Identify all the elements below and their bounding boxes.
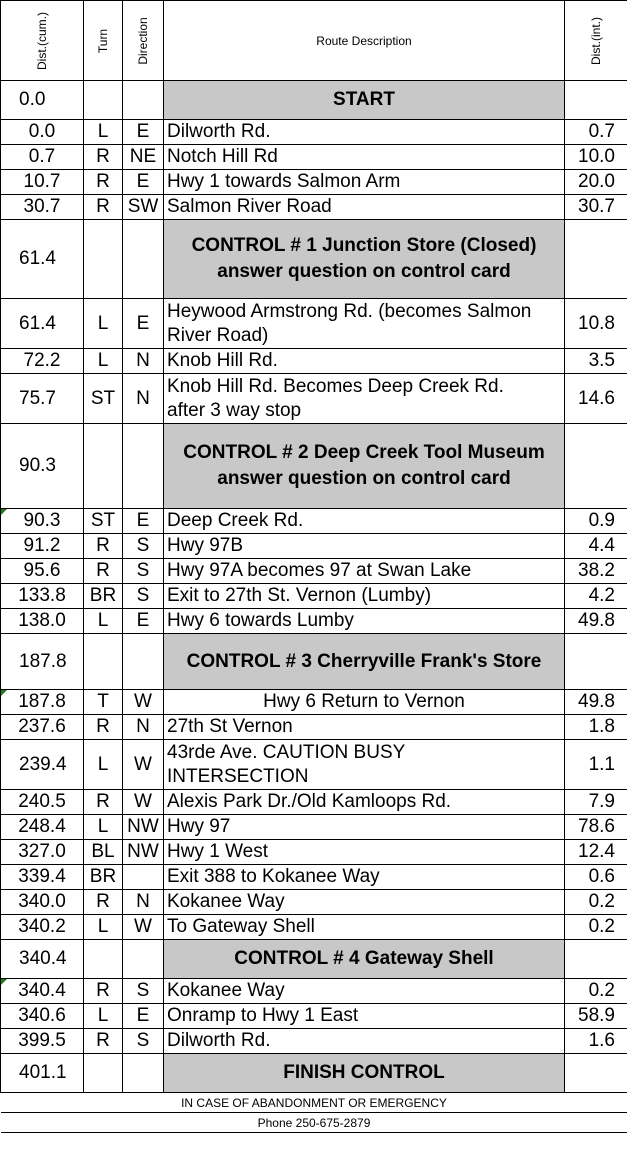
route-description-cell xyxy=(164,915,565,940)
turn-cell: L xyxy=(84,609,123,634)
direction-cell xyxy=(123,940,164,979)
turn-cell: BR xyxy=(84,865,123,890)
interval-distance-cell xyxy=(565,1054,627,1093)
route-description-text: Dilworth Rd. xyxy=(167,121,271,142)
direction-cell: S xyxy=(123,1029,164,1054)
route-description-text: Hwy 97B xyxy=(167,535,244,556)
interval-distance-cell xyxy=(565,634,627,690)
route-step-row xyxy=(1,299,627,349)
interval-distance-cell xyxy=(565,220,627,299)
route-step-row xyxy=(1,559,627,584)
route-description-cell xyxy=(164,349,565,374)
cum-distance-cell: 401.1 xyxy=(1,1054,84,1093)
control-row xyxy=(1,634,627,690)
route-description-text: Kokanee Way xyxy=(167,980,285,1001)
interval-distance-cell: 1.6 xyxy=(565,1029,627,1054)
interval-distance-cell: 0.9 xyxy=(565,509,627,534)
header-direction: Direction xyxy=(123,1,164,81)
route-description-cell xyxy=(164,609,565,634)
route-description-text: Hwy 1 towards Salmon Arm xyxy=(167,171,401,192)
route-description-cell xyxy=(164,740,565,790)
header-dist-int: Dist.(int.) xyxy=(565,1,627,81)
control-title: CONTROL # 3 Cherryville Frank's Store xyxy=(186,650,542,672)
turn-cell: R xyxy=(84,715,123,740)
route-description-text: Hwy 1 West xyxy=(167,841,269,862)
cum-distance-cell: 61.4 xyxy=(1,220,84,299)
direction-cell: E xyxy=(123,120,164,145)
turn-cell: T xyxy=(84,690,123,715)
route-description-cell xyxy=(164,1029,565,1054)
direction-cell: E xyxy=(123,509,164,534)
interval-distance-cell: 14.6 xyxy=(565,374,627,424)
header-dist-cum: Dist.(cum.) xyxy=(1,1,84,81)
route-description-cell xyxy=(164,715,565,740)
route-description-cell xyxy=(164,299,565,349)
turn-cell: R xyxy=(84,890,123,915)
route-step-row xyxy=(1,890,627,915)
cum-distance-cell: 327.0 xyxy=(1,840,84,865)
turn-cell xyxy=(84,940,123,979)
route-description-text: 43rde Ave. CAUTION BUSY xyxy=(167,741,406,763)
turn-cell: R xyxy=(84,1029,123,1054)
comment-marker-icon xyxy=(1,979,7,985)
control-description-cell xyxy=(164,220,565,299)
route-step-row xyxy=(1,865,627,890)
route-description-text-cont: River Road) xyxy=(167,324,269,346)
route-description-cell xyxy=(164,815,565,840)
route-description-text: Alexis Park Dr./Old Kamloops Rd. xyxy=(167,791,452,812)
control-title: CONTROL # 2 Deep Creek Tool Museum xyxy=(183,442,545,463)
control-description-cell xyxy=(164,81,565,120)
route-description-cell xyxy=(164,1004,565,1029)
route-description-text: Heywood Armstrong Rd. (becomes Salmon xyxy=(167,300,532,322)
direction-cell xyxy=(123,424,164,509)
interval-distance-cell: 1.1 xyxy=(565,740,627,790)
route-description-text-cont: INTERSECTION xyxy=(167,765,309,787)
route-description-text: Hwy 97 xyxy=(167,816,231,837)
control-row xyxy=(1,220,627,299)
direction-cell xyxy=(123,1054,164,1093)
route-step-row xyxy=(1,690,627,715)
control-description-cell xyxy=(164,634,565,690)
interval-distance-cell xyxy=(565,424,627,509)
direction-cell: W xyxy=(123,915,164,940)
route-description-text: Salmon River Road xyxy=(167,196,332,217)
interval-distance-cell: 12.4 xyxy=(565,840,627,865)
direction-cell: S xyxy=(123,534,164,559)
route-description-text: Knob Hill Rd. xyxy=(167,350,278,371)
header-turn: Turn xyxy=(84,1,123,81)
control-row xyxy=(1,424,627,509)
cum-distance-cell: 72.2 xyxy=(1,349,84,374)
cum-distance-cell: 187.8 xyxy=(1,690,84,715)
turn-cell: R xyxy=(84,170,123,195)
route-description-text: Hwy 97A becomes 97 at Swan Lake xyxy=(167,560,472,581)
interval-distance-cell: 4.4 xyxy=(565,534,627,559)
direction-cell xyxy=(123,81,164,120)
interval-distance-cell: 7.9 xyxy=(565,790,627,815)
interval-distance-cell: 10.0 xyxy=(565,145,627,170)
control-row xyxy=(1,1054,627,1093)
direction-cell: NE xyxy=(123,145,164,170)
interval-distance-cell: 49.8 xyxy=(565,609,627,634)
route-description-text: Exit to 27th St. Vernon (Lumby) xyxy=(167,585,432,606)
cum-distance-cell: 0.7 xyxy=(1,145,84,170)
route-step-row xyxy=(1,840,627,865)
turn-cell: R xyxy=(84,195,123,220)
route-step-row xyxy=(1,170,627,195)
route-description-cell xyxy=(164,170,565,195)
turn-cell: L xyxy=(84,915,123,940)
interval-distance-cell: 0.2 xyxy=(565,915,627,940)
cum-distance-cell: 75.7 xyxy=(1,374,84,424)
direction-cell xyxy=(123,220,164,299)
route-step-row xyxy=(1,534,627,559)
cum-distance-cell: 340.2 xyxy=(1,915,84,940)
direction-cell: E xyxy=(123,170,164,195)
route-step-row xyxy=(1,609,627,634)
direction-cell: N xyxy=(123,890,164,915)
cum-distance-cell: 340.0 xyxy=(1,890,84,915)
control-title: CONTROL # 1 Junction Store (Closed) xyxy=(191,235,537,256)
route-step-row xyxy=(1,979,627,1004)
interval-distance-cell: 49.8 xyxy=(565,690,627,715)
route-sheet-body xyxy=(1,1,627,1133)
direction-cell: W xyxy=(123,790,164,815)
route-description-text: Knob Hill Rd. Becomes Deep Creek Rd. xyxy=(167,375,504,397)
route-description-text: Kokanee Way xyxy=(167,891,285,912)
route-step-row xyxy=(1,584,627,609)
cum-distance-cell: 187.8 xyxy=(1,634,84,690)
route-description-text: Exit 388 to Kokanee Way xyxy=(167,866,380,887)
turn-cell: L xyxy=(84,740,123,790)
route-description-text: Hwy 6 towards Lumby xyxy=(167,610,354,631)
direction-cell: E xyxy=(123,299,164,349)
interval-distance-cell: 30.7 xyxy=(565,195,627,220)
route-description-cell xyxy=(164,690,565,715)
control-description-cell xyxy=(164,940,565,979)
interval-distance-cell: 38.2 xyxy=(565,559,627,584)
cum-distance-cell: 61.4 xyxy=(1,299,84,349)
cum-distance-cell: 0.0 xyxy=(1,120,84,145)
route-description-cell xyxy=(164,120,565,145)
turn-cell: R xyxy=(84,534,123,559)
cum-distance-cell: 340.4 xyxy=(1,979,84,1004)
route-description-cell xyxy=(164,509,565,534)
turn-cell: L xyxy=(84,349,123,374)
route-description-cell xyxy=(164,195,565,220)
interval-distance-cell: 0.6 xyxy=(565,865,627,890)
cum-distance-cell: 239.4 xyxy=(1,740,84,790)
route-step-row xyxy=(1,815,627,840)
interval-distance-cell: 58.9 xyxy=(565,1004,627,1029)
route-description-text: Dilworth Rd. xyxy=(167,1030,271,1051)
cum-distance-cell: 10.7 xyxy=(1,170,84,195)
direction-cell: S xyxy=(123,584,164,609)
direction-cell: NW xyxy=(123,840,164,865)
interval-distance-cell: 10.8 xyxy=(565,299,627,349)
turn-cell xyxy=(84,220,123,299)
control-description-cell xyxy=(164,1054,565,1093)
turn-cell xyxy=(84,634,123,690)
route-step-row xyxy=(1,374,627,424)
route-step-row xyxy=(1,145,627,170)
control-row xyxy=(1,940,627,979)
direction-cell xyxy=(123,865,164,890)
route-step-row xyxy=(1,715,627,740)
route-step-row xyxy=(1,509,627,534)
route-description-text: Deep Creek Rd. xyxy=(167,510,304,531)
route-step-row xyxy=(1,195,627,220)
direction-cell: E xyxy=(123,1004,164,1029)
direction-cell: S xyxy=(123,559,164,584)
cum-distance-cell: 399.5 xyxy=(1,1029,84,1054)
turn-cell: ST xyxy=(84,374,123,424)
turn-cell: L xyxy=(84,815,123,840)
turn-cell: L xyxy=(84,120,123,145)
control-title: CONTROL # 4 Gateway Shell xyxy=(234,948,494,969)
route-step-row xyxy=(1,740,627,790)
header-row xyxy=(1,1,627,81)
turn-cell: ST xyxy=(84,509,123,534)
route-step-row xyxy=(1,1004,627,1029)
route-step-row xyxy=(1,120,627,145)
direction-cell: NW xyxy=(123,815,164,840)
route-description-cell xyxy=(164,559,565,584)
route-description-cell xyxy=(164,979,565,1004)
direction-cell: S xyxy=(123,979,164,1004)
route-description-text: 27th St Vernon xyxy=(167,716,293,737)
interval-distance-cell: 0.7 xyxy=(565,120,627,145)
control-row xyxy=(1,81,627,120)
interval-distance-cell: 3.5 xyxy=(565,349,627,374)
cum-distance-cell: 91.2 xyxy=(1,534,84,559)
turn-cell xyxy=(84,81,123,120)
control-title: START xyxy=(333,89,395,110)
cum-distance-cell: 90.3 xyxy=(1,424,84,509)
route-step-row xyxy=(1,349,627,374)
interval-distance-cell: 0.2 xyxy=(565,890,627,915)
route-description-text: Onramp to Hwy 1 East xyxy=(167,1005,359,1026)
route-description-cell xyxy=(164,790,565,815)
interval-distance-cell: 0.2 xyxy=(565,979,627,1004)
route-description-cell xyxy=(164,890,565,915)
interval-distance-cell: 4.2 xyxy=(565,584,627,609)
interval-distance-cell: 20.0 xyxy=(565,170,627,195)
direction-cell: SW xyxy=(123,195,164,220)
route-description-cell xyxy=(164,840,565,865)
route-description-cell xyxy=(164,865,565,890)
direction-cell: W xyxy=(123,690,164,715)
direction-cell xyxy=(123,634,164,690)
footer-row xyxy=(1,1093,627,1113)
cum-distance-cell: 90.3 xyxy=(1,509,84,534)
direction-cell: W xyxy=(123,740,164,790)
interval-distance-cell xyxy=(565,940,627,979)
direction-cell: E xyxy=(123,609,164,634)
interval-distance-cell: 1.8 xyxy=(565,715,627,740)
route-step-row xyxy=(1,1029,627,1054)
cum-distance-cell: 133.8 xyxy=(1,584,84,609)
emergency-phone: Phone 250-675-2879 xyxy=(1,1113,627,1133)
control-instruction: answer question on control card xyxy=(217,261,511,282)
route-description-text-cont: after 3 way stop xyxy=(167,399,302,421)
turn-cell: BL xyxy=(84,840,123,865)
turn-cell: L xyxy=(84,299,123,349)
turn-cell xyxy=(84,424,123,509)
comment-marker-icon xyxy=(1,509,7,515)
control-description-cell xyxy=(164,424,565,509)
cum-distance-cell: 0.0 xyxy=(1,81,84,120)
cum-distance-cell: 248.4 xyxy=(1,815,84,840)
route-description-cell xyxy=(164,374,565,424)
comment-marker-icon xyxy=(1,690,7,696)
footer-row xyxy=(1,1113,627,1133)
direction-cell: N xyxy=(123,349,164,374)
cum-distance-cell: 30.7 xyxy=(1,195,84,220)
turn-cell: R xyxy=(84,790,123,815)
route-step-row xyxy=(1,790,627,815)
route-description-text: Hwy 6 Return to Vernon xyxy=(263,691,465,712)
cum-distance-cell: 237.6 xyxy=(1,715,84,740)
route-description-cell xyxy=(164,584,565,609)
cum-distance-cell: 95.6 xyxy=(1,559,84,584)
header-route-description: Route Description xyxy=(164,1,565,81)
route-description-cell xyxy=(164,534,565,559)
interval-distance-cell: 78.6 xyxy=(565,815,627,840)
direction-cell: N xyxy=(123,715,164,740)
cum-distance-cell: 340.4 xyxy=(1,940,84,979)
route-description-cell xyxy=(164,145,565,170)
cum-distance-cell: 340.6 xyxy=(1,1004,84,1029)
route-description-text: Notch Hill Rd xyxy=(167,146,278,167)
cum-distance-cell: 339.4 xyxy=(1,865,84,890)
turn-cell: L xyxy=(84,1004,123,1029)
direction-cell: N xyxy=(123,374,164,424)
control-title: FINISH CONTROL xyxy=(283,1062,445,1083)
emergency-notice: IN CASE OF ABANDONMENT OR EMERGENCY xyxy=(1,1093,627,1113)
route-description-text: To Gateway Shell xyxy=(167,916,315,937)
turn-cell: R xyxy=(84,559,123,584)
interval-distance-cell xyxy=(565,81,627,120)
turn-cell: BR xyxy=(84,584,123,609)
turn-cell: R xyxy=(84,979,123,1004)
turn-cell: R xyxy=(84,145,123,170)
cum-distance-cell: 138.0 xyxy=(1,609,84,634)
turn-cell xyxy=(84,1054,123,1093)
route-step-row xyxy=(1,915,627,940)
control-instruction: answer question on control card xyxy=(217,468,511,489)
cum-distance-cell: 240.5 xyxy=(1,790,84,815)
